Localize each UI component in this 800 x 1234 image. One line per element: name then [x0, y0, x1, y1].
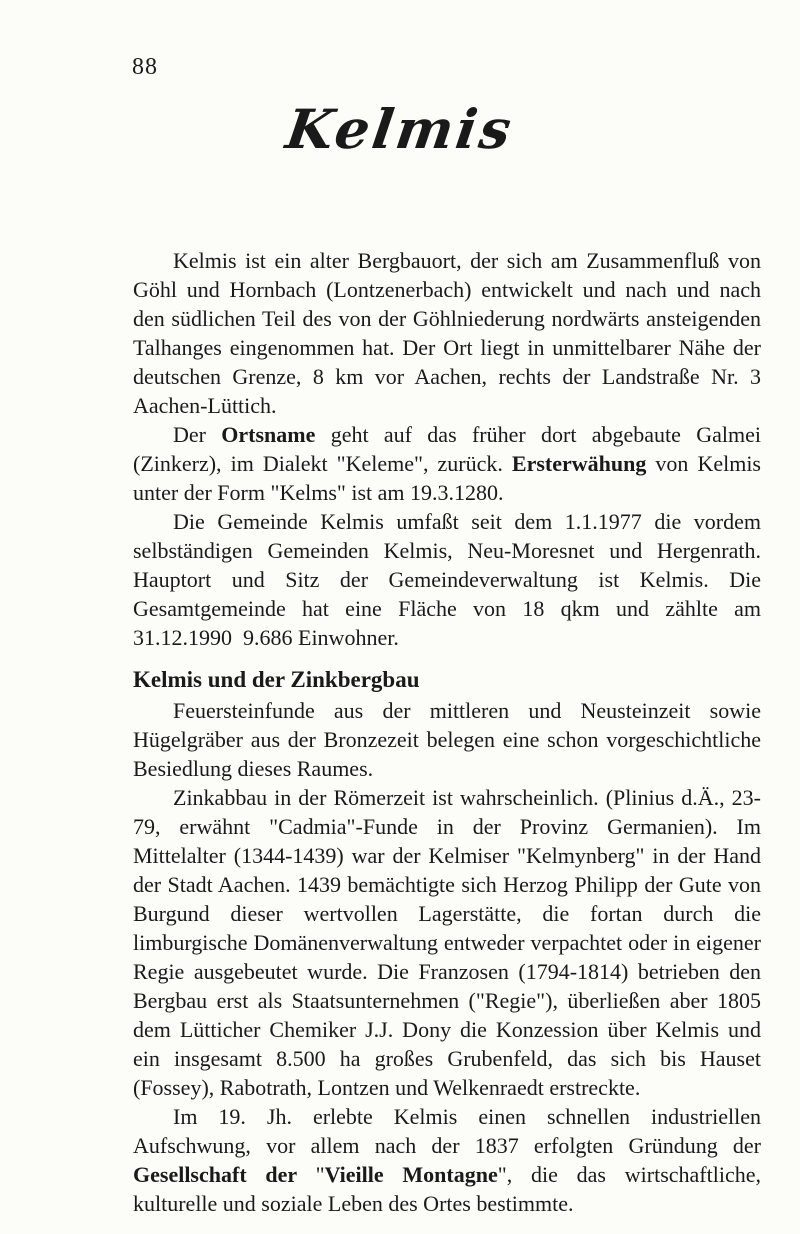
text-run: geht auf das früher dort abgebaute Galmei (Zinkerz), im Dialekt "Keleme", zurück. [133, 422, 761, 476]
text-run: Die Gemeinde Kelmis umfaßt seit dem 1.1.1977 die vordem selbständigen Gemeinden Kelmis, Neu-Moresnet und Hergenrath. Hauptort und Sitz der Gemeindeverwaltung ist Kelmis. Die Gesamtgemeinde hat eine Fläche von 18 qkm und zählte am 31.12.1990 9.686 Einwohner. [133, 509, 761, 650]
text-run: Der [173, 422, 222, 447]
text-run: Feuersteinfunde aus der mittleren und Neusteinzeit sowie Hügelgräber aus der Bronzezeit belegen eine schon vorgeschichtliche Besiedlung dieses Raumes. [133, 698, 761, 781]
text-run: Im 19. Jh. erlebte Kelmis einen schnellen industriellen Aufschwung, vor allem nach der 1837 erfolgten Gründung der [133, 1104, 761, 1158]
page-body [133, 246, 761, 1218]
text-run: ", die das wirtschaftliche, kulturelle und soziale Leben des Ortes bestimmte. [133, 1162, 761, 1216]
bold-text-run: Gesellschaft der [133, 1162, 316, 1187]
page-number: 88 [132, 54, 158, 80]
bold-text-run: Ortsname [221, 422, 316, 447]
text-run: " [315, 1162, 325, 1187]
bold-text-run: Vieille Montagne [324, 1162, 498, 1187]
paragraph [133, 783, 761, 1102]
text-run: Zinkabbau in der Römerzeit ist wahrscheinlich. (Plinius d.Ä., 23-79, erwähnt "Cadmia"-Funde in der Provinz Germanien). Im Mittelalter (1344-1439) war der Kelmiser "Kelmynberg" in der Hand der Stadt Aachen. 1439 bemächtigte sich Herzog Philipp der Gute von Burgund dieser wertvollen Lagerstätte, die fortan durch die limburgische Domänenverwaltung entweder verpachtet oder in eigener Regie ausgebeutet wurde. Die Franzosen (1794-1814) betrieben den Bergbau erst als Staatsunternehmen ("Regie"), überließen aber 1805 dem Lütticher Chemiker J.J. Dony die Konzession über Kelmis und ein insgesamt 8.500 ha großes Grubenfeld, das sich bis Hauset (Fossey), Rabotrath, Lontzen und Welkenraedt erstreckte. [133, 785, 761, 1100]
paragraph [133, 1102, 761, 1218]
text-run: von Kelmis unter der Form "Kelms" ist am 19.3.1280. [133, 451, 761, 505]
paragraph [133, 696, 761, 783]
chapter-title: Kelmis [282, 97, 518, 161]
paragraph [133, 420, 761, 507]
bold-text-run: Ersterwähung [511, 451, 647, 476]
text-run: Kelmis ist ein alter Bergbauort, der sich am Zusammenfluß von Göhl und Hornbach (Lontzenerbach) entwickelt und nach und nach den südlichen Teil des von der Göhlniederung nordwärts ansteigenden Talhanges eingenommen hat. Der Ort liegt in unmittelbarer Nähe der deutschen Grenze, 8 km vor Aachen, rechts der Landstraße Nr. 3 Aachen-Lüttich. [133, 248, 761, 418]
paragraph [133, 507, 761, 652]
paragraph [133, 246, 761, 420]
section-heading: Kelmis und der Zinkbergbau [133, 667, 420, 692]
